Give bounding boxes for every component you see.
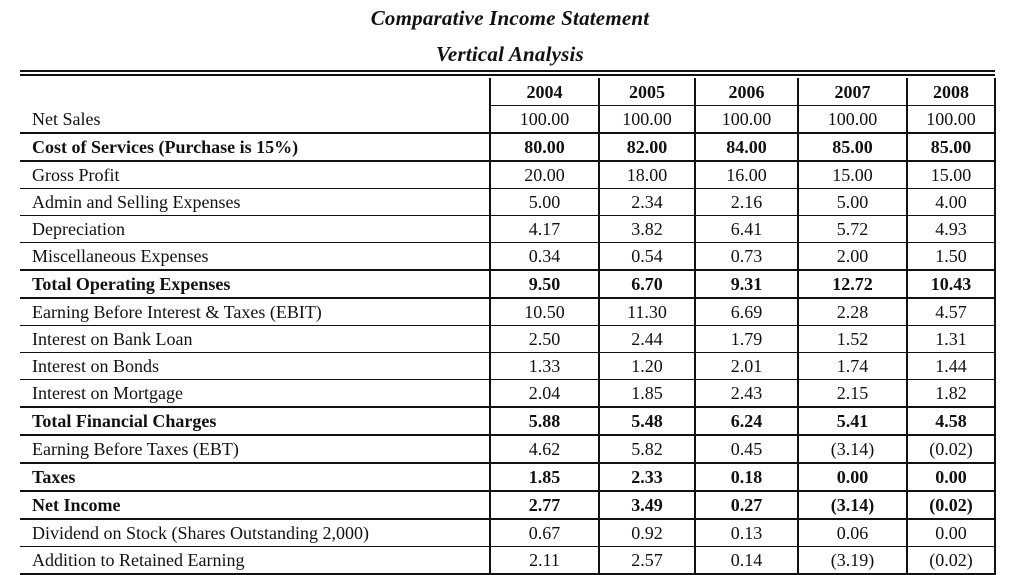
- row-label: Net Sales: [32, 109, 101, 129]
- cell-value: 100.00: [907, 106, 995, 134]
- cell-value: 5.41: [798, 407, 907, 435]
- cell-value: 6.70: [599, 270, 695, 298]
- cell-value: (0.02): [907, 435, 995, 463]
- cell-value: 1.31: [907, 326, 995, 353]
- cell-value: 12.72: [798, 270, 907, 298]
- cell-value: 3.82: [599, 216, 695, 243]
- cell-value: 2.77: [490, 491, 599, 519]
- cell-value: 2.44: [599, 326, 695, 353]
- cell-value: 4.93: [907, 216, 995, 243]
- cell-value: 82.00: [599, 133, 695, 161]
- cell-value: 1.33: [490, 353, 599, 380]
- table-row: [20, 407, 995, 435]
- cell-value: 0.27: [695, 491, 798, 519]
- cell-value: 0.00: [907, 519, 995, 547]
- cell-value: 1.44: [907, 353, 995, 380]
- cell-value: 16.00: [695, 161, 798, 189]
- year-header: 2007: [798, 78, 907, 106]
- table-row: [20, 270, 995, 298]
- cell-value: 1.85: [599, 380, 695, 408]
- year-header-row: [20, 78, 995, 106]
- cell-value: (3.19): [798, 547, 907, 575]
- cell-value: 100.00: [599, 106, 695, 134]
- row-label: Interest on Bonds: [32, 356, 159, 376]
- row-label: Interest on Bank Loan: [32, 329, 193, 349]
- year-header: 2004: [490, 78, 599, 106]
- cell-value: 0.00: [798, 463, 907, 491]
- cell-value: 5.72: [798, 216, 907, 243]
- cell-value: 5.00: [490, 189, 599, 216]
- cell-value: 9.31: [695, 270, 798, 298]
- table-row: [20, 161, 995, 189]
- cell-value: 1.79: [695, 326, 798, 353]
- cell-value: 6.69: [695, 298, 798, 326]
- cell-value: 100.00: [490, 106, 599, 134]
- cell-value: 1.85: [490, 463, 599, 491]
- cell-value: 4.57: [907, 298, 995, 326]
- cell-value: 2.00: [798, 243, 907, 271]
- cell-value: 0.67: [490, 519, 599, 547]
- row-label: Addition to Retained Earning: [32, 550, 245, 570]
- cell-value: 6.41: [695, 216, 798, 243]
- table-row: [20, 519, 995, 547]
- cell-value: 1.52: [798, 326, 907, 353]
- table-row: [20, 380, 995, 408]
- cell-value: 2.33: [599, 463, 695, 491]
- cell-value: 2.34: [599, 189, 695, 216]
- table-row: [20, 353, 995, 380]
- cell-value: 2.15: [798, 380, 907, 408]
- title-rule-top: [20, 70, 995, 72]
- statement-title: Comparative Income Statement: [370, 6, 650, 30]
- row-label: Earning Before Interest & Taxes (EBIT): [32, 302, 322, 322]
- cell-value: 2.11: [490, 547, 599, 575]
- cell-value: 4.62: [490, 435, 599, 463]
- cell-value: (0.02): [907, 491, 995, 519]
- cell-value: 0.18: [695, 463, 798, 491]
- row-label: Total Operating Expenses: [32, 274, 231, 294]
- cell-value: 4.00: [907, 189, 995, 216]
- row-label: Total Financial Charges: [32, 411, 217, 431]
- cell-value: 2.01: [695, 353, 798, 380]
- cell-value: 6.24: [695, 407, 798, 435]
- row-label: Dividend on Stock (Shares Outstanding 2,000): [32, 523, 369, 543]
- cell-value: 1.20: [599, 353, 695, 380]
- cell-value: 20.00: [490, 161, 599, 189]
- cell-value: (3.14): [798, 435, 907, 463]
- cell-value: 2.16: [695, 189, 798, 216]
- table-row: [20, 326, 995, 353]
- cell-value: 0.13: [695, 519, 798, 547]
- cell-value: 2.43: [695, 380, 798, 408]
- year-header: 2005: [599, 78, 695, 106]
- cell-value: 0.45: [695, 435, 798, 463]
- table-row: [20, 298, 995, 326]
- row-label: Gross Profit: [32, 165, 120, 185]
- cell-value: 0.34: [490, 243, 599, 271]
- cell-value: 5.48: [599, 407, 695, 435]
- cell-value: 5.82: [599, 435, 695, 463]
- cell-value: (0.02): [907, 547, 995, 575]
- income-statement-table: [20, 78, 996, 575]
- cell-value: (3.14): [798, 491, 907, 519]
- cell-value: 10.43: [907, 270, 995, 298]
- table-row: [20, 547, 995, 575]
- row-label: Depreciation: [32, 219, 125, 239]
- cell-value: 9.50: [490, 270, 599, 298]
- cell-value: 80.00: [490, 133, 599, 161]
- cell-value: 2.04: [490, 380, 599, 408]
- cell-value: 100.00: [695, 106, 798, 134]
- cell-value: 11.30: [599, 298, 695, 326]
- cell-value: 3.49: [599, 491, 695, 519]
- table-row: [20, 463, 995, 491]
- cell-value: 4.17: [490, 216, 599, 243]
- cell-value: 85.00: [798, 133, 907, 161]
- cell-value: 1.82: [907, 380, 995, 408]
- label-column-header: [20, 78, 490, 106]
- table-row: [20, 106, 995, 134]
- cell-value: 2.28: [798, 298, 907, 326]
- row-label: Cost of Services (Purchase is 15%): [32, 137, 299, 157]
- row-label: Net Income: [32, 495, 121, 515]
- year-header: 2008: [907, 78, 995, 106]
- cell-value: 2.57: [599, 547, 695, 575]
- table-row: [20, 435, 995, 463]
- table-row: [20, 133, 995, 161]
- statement-subtitle: Vertical Analysis: [436, 42, 584, 66]
- cell-value: 4.58: [907, 407, 995, 435]
- table-row: [20, 216, 995, 243]
- cell-value: 85.00: [907, 133, 995, 161]
- cell-value: 0.06: [798, 519, 907, 547]
- row-label: Taxes: [32, 467, 76, 487]
- table-row: [20, 243, 995, 271]
- row-label: Admin and Selling Expenses: [32, 192, 241, 212]
- cell-value: 0.73: [695, 243, 798, 271]
- cell-value: 2.50: [490, 326, 599, 353]
- year-header: 2006: [695, 78, 798, 106]
- cell-value: 10.50: [490, 298, 599, 326]
- cell-value: 15.00: [907, 161, 995, 189]
- cell-value: 5.88: [490, 407, 599, 435]
- table-row: [20, 491, 995, 519]
- row-label: Miscellaneous Expenses: [32, 246, 209, 266]
- cell-value: 15.00: [798, 161, 907, 189]
- row-label: Earning Before Taxes (EBT): [32, 439, 239, 459]
- cell-value: 1.50: [907, 243, 995, 271]
- cell-value: 0.14: [695, 547, 798, 575]
- cell-value: 100.00: [798, 106, 907, 134]
- row-label: Interest on Mortgage: [32, 383, 183, 403]
- cell-value: 1.74: [798, 353, 907, 380]
- cell-value: 84.00: [695, 133, 798, 161]
- cell-value: 18.00: [599, 161, 695, 189]
- cell-value: 0.00: [907, 463, 995, 491]
- cell-value: 5.00: [798, 189, 907, 216]
- title-rule-bottom: [20, 74, 995, 76]
- cell-value: 0.92: [599, 519, 695, 547]
- table-row: [20, 189, 995, 216]
- cell-value: 0.54: [599, 243, 695, 271]
